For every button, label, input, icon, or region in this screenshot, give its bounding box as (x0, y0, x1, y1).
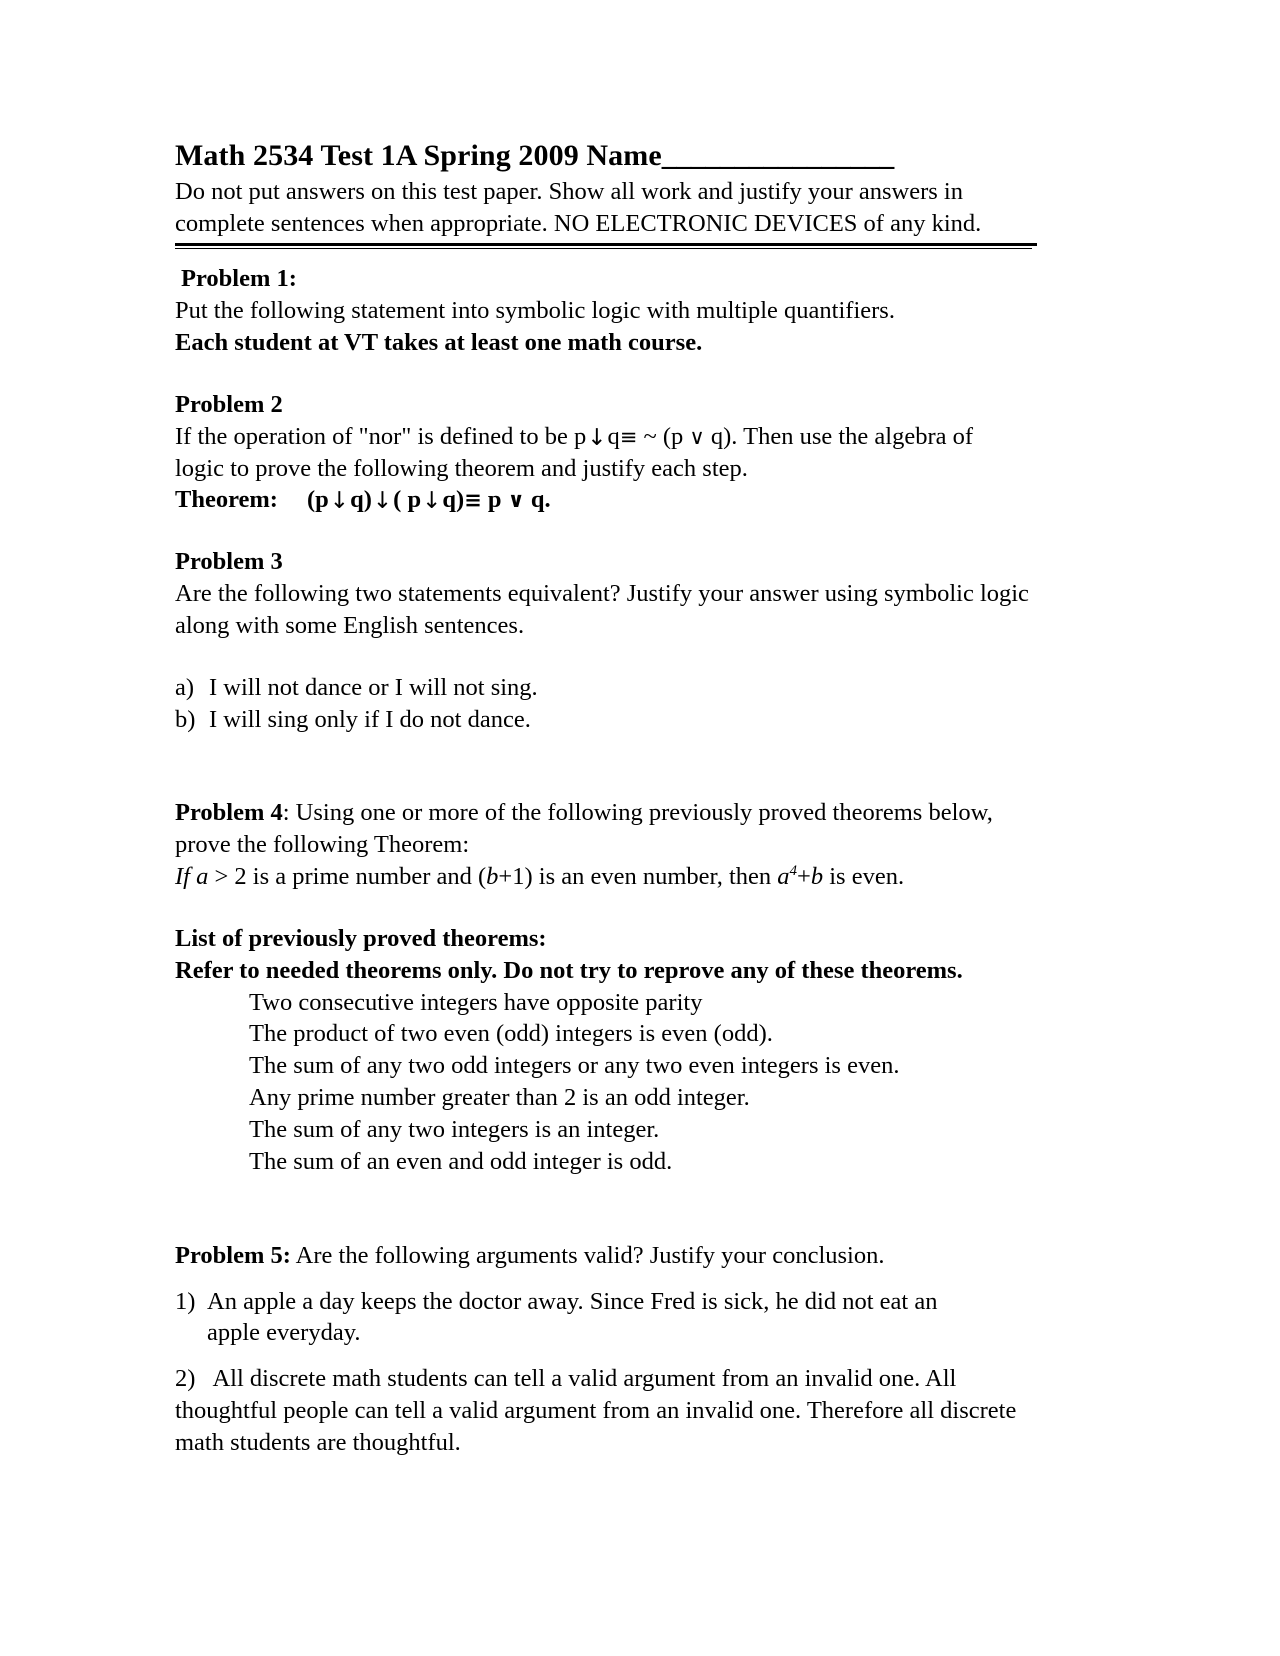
equivalence-icon: ≡ (619, 424, 638, 449)
list-item (175, 704, 1055, 736)
list-marker: b) (175, 705, 196, 733)
disjunction-icon: ∨ (507, 488, 525, 513)
math-var-b-2: b (810, 863, 824, 891)
instructions-line-2: complete sentences when appropriate. NO ELECTRONIC DEVICES of any kind. (175, 210, 982, 238)
spacer (175, 1349, 1055, 1363)
nor-arrow-icon: ↓ (329, 488, 350, 515)
list-item-text: I will sing only if I do not dance. (209, 705, 531, 733)
page-title (175, 138, 1055, 175)
list-item (175, 672, 1055, 704)
argument-1-line-2: apple everyday. (207, 1319, 361, 1347)
problem-5-prompt-text: Are the following arguments valid? Justify your conclusion. (290, 1241, 885, 1269)
problem-1-heading: Problem 1: (181, 265, 297, 293)
argument-2 (175, 1363, 1055, 1459)
problem-2-def-part-a: If the operation of "nor" is defined to be p (175, 422, 587, 450)
theorem-mid-text: is a prime number and ( (252, 863, 487, 891)
theorem-expr-p1: (p (307, 486, 329, 514)
spacer (175, 735, 1055, 797)
theorem-label: Theorem: (175, 486, 278, 514)
theorem-list-heading-2: Refer to needed theorems only. Do not try to reprove any of these theorems. (175, 956, 963, 984)
argument-1-line-1: An apple a day keeps the doctor away. Since Fred is sick, he did not eat an (207, 1287, 938, 1315)
theorem-end-text: is even. (829, 863, 905, 891)
problem-2-heading: Problem 2 (175, 390, 283, 418)
spacer (175, 642, 1055, 672)
problem-2-instruction: logic to prove the following theorem and justify each step. (175, 454, 748, 482)
problem-4-theorem-statement (175, 861, 1055, 893)
theorem-expr-p5: p (487, 486, 502, 514)
nor-arrow-icon: ↓ (587, 424, 607, 451)
theorem-list-item: The sum of any two integers is an integer. (249, 1116, 660, 1143)
theorem-expr-p6: q. (530, 486, 551, 514)
spacer (175, 1272, 1055, 1286)
argument-1-text (207, 1286, 1055, 1350)
spacer (175, 893, 1055, 923)
theorem-list-item: The product of two even (odd) integers is even (odd). (249, 1020, 773, 1048)
argument-1-marker: 1) (175, 1287, 196, 1315)
problem-1-prompt: Put the following statement into symbolic logic with multiple quantifiers. (175, 297, 895, 325)
theorem-list-item: Two consecutive integers have opposite parity (249, 988, 703, 1016)
problem-4-heading: Problem 4 (175, 799, 283, 827)
problem-4-prompt (175, 797, 1055, 829)
problem-2-definition-line (175, 421, 1055, 453)
disjunction-icon: ∨ (689, 424, 705, 449)
theorem-if-word: If (175, 863, 190, 891)
list-marker: a) (175, 673, 195, 701)
theorem-expr-p2: q) (350, 486, 372, 514)
math-greater-than-2: > 2 (214, 863, 247, 891)
problem-2-def-part-b: q (607, 422, 620, 450)
name-blank-line: ________________ (661, 139, 894, 172)
argument-2-line-2: thoughtful people can tell a valid argument from an invalid one. Therefore all discrete (175, 1397, 1017, 1425)
argument-2-line-1: All discrete math students can tell a valid argument from an invalid one. All (212, 1365, 957, 1393)
header-divider-thick (175, 243, 1037, 246)
theorem-list-item: Any prime number greater than 2 is an odd integer. (249, 1084, 750, 1112)
spacer (175, 1178, 1055, 1240)
math-plus: + (797, 863, 811, 891)
theorem-list-item: The sum of any two odd integers or any two even integers is even. (249, 1052, 900, 1080)
page-title-text: Math 2534 Test 1A Spring 2009 Name (175, 139, 662, 172)
theorem-expr-p3: ( p (393, 486, 422, 514)
problem-2-def-part-c: ~ (p (643, 422, 684, 450)
list-item-text: I will not dance or I will not sing. (209, 673, 538, 701)
nor-arrow-icon: ↓ (422, 488, 442, 515)
argument-2-marker: 2) (175, 1365, 196, 1393)
problem-4-prompt-line-2: prove the following Theorem: (175, 831, 470, 859)
problem-5-heading: Problem 5: (175, 1241, 291, 1269)
spacer (175, 359, 1055, 389)
spacer (175, 516, 1055, 546)
problem-3-heading: Problem 3 (175, 548, 283, 576)
theorem-list-heading-1: List of previously proved theorems: (175, 924, 547, 952)
theorem-mid-text-2: is an even number, then (538, 863, 772, 891)
problem-4-prompt-line-1: : Using one or more of the following previously proved theorems below, (282, 799, 993, 827)
problem-2-def-part-d: q). Then use the algebra of (710, 422, 974, 450)
theorem-list-item: The sum of an even and odd integer is odd. (249, 1147, 673, 1175)
problem-3-line-1: Are the following two statements equivalent? Justify your answer using symbolic logic (175, 580, 1029, 608)
problem-3-line-2: along with some English sentences. (175, 611, 525, 639)
document-body (175, 138, 1055, 1459)
problem-5-prompt (175, 1240, 1055, 1272)
math-plus-one: +1) (498, 863, 533, 891)
argument-1 (175, 1286, 1055, 1350)
argument-2-line-3: math students are thoughtful. (175, 1428, 461, 1456)
equivalence-icon: ≡ (464, 488, 482, 513)
math-exponent-4: 4 (789, 862, 798, 879)
math-var-a-power: a (777, 863, 790, 891)
problem-2-theorem (175, 484, 1055, 516)
problem-1-statement: Each student at VT takes at least one math course. (175, 328, 703, 356)
nor-arrow-icon: ↓ (372, 488, 393, 515)
theorem-expr-p4: q) (442, 486, 465, 514)
instructions-line-1: Do not put answers on this test paper. Show all work and justify your answers in (175, 177, 963, 205)
previously-proved-theorems-list (175, 987, 1055, 1178)
math-var-b: b (486, 863, 499, 891)
math-var-a: a (196, 863, 209, 891)
spacer (175, 249, 1055, 263)
